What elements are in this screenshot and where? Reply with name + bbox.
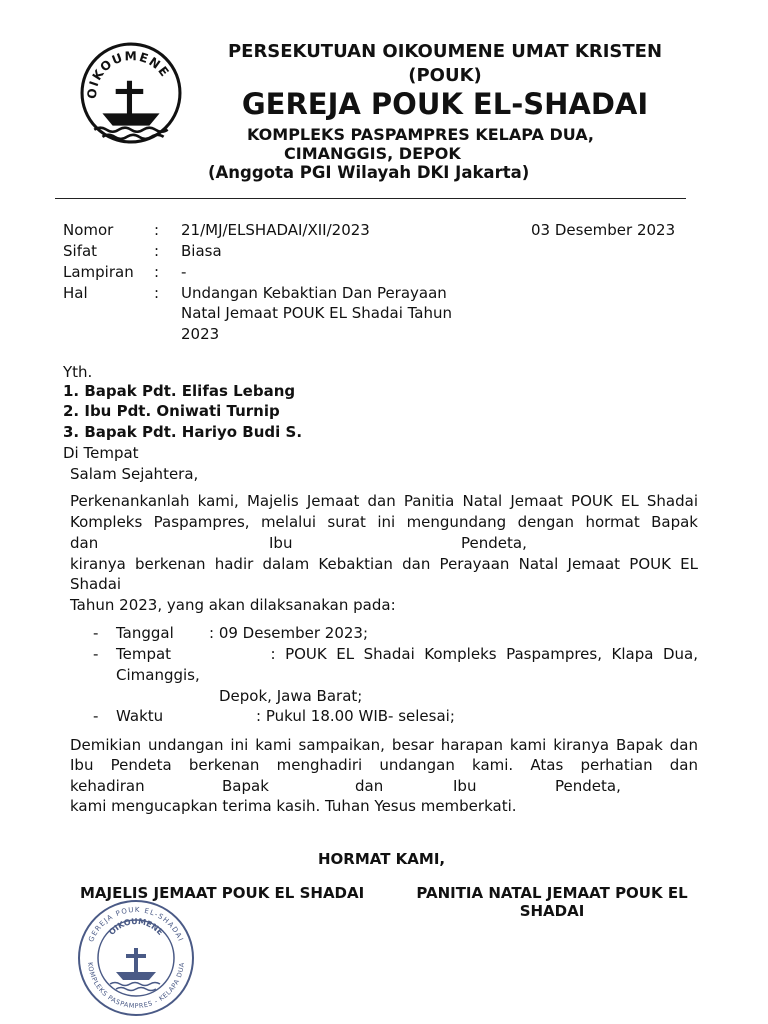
list-dash-tempat: - (93, 645, 99, 663)
paragraph2-line3-word4: Ibu (453, 777, 477, 795)
paragraph1-line5: Shadai (70, 575, 122, 593)
paragraph1-line1: Perkenankanlah kami, Majelis Jemaat dan Panitia Natal Jemaat POUK EL Shadai (70, 492, 698, 510)
paragraph1-line3-word3: Pendeta, (461, 534, 527, 552)
hal-line1: Undangan Kebaktian Dan Perayaan (181, 284, 447, 302)
membership-note: (Anggota PGI Wilayah DKI Jakarta) (208, 163, 530, 182)
paragraph1-line6: Tahun 2023, yang akan dilaksanakan pada: (70, 596, 396, 614)
svg-text:GEREJA POUK EL-SHADAI: GEREJA POUK EL-SHADAI (87, 905, 185, 944)
address-line2: CIMANGGIS, DEPOK (284, 144, 461, 163)
svg-text:KOMPLEKS PASPAMPRES - KELAPA D: KOMPLEKS PASPAMPRES - KELAPA DUA (86, 961, 186, 1011)
tempat-cont1: Cimanggis, (116, 666, 200, 684)
waktu-value: : Pukul 18.00 WIB- selesai; (256, 707, 455, 725)
left-signatory: MAJELIS JEMAAT POUK EL SHADAI (80, 884, 365, 902)
paragraph2-line3-word3: dan (355, 777, 384, 795)
org-name-line2: (POUK) (408, 65, 482, 86)
tempat-cont2: Depok, Jawa Barat; (219, 687, 363, 705)
paragraph1-line4: kiranya berkenan hadir dalam Kebaktian dan Perayaan Natal Jemaat POUK EL (70, 555, 698, 573)
nomor-label: Nomor (63, 221, 114, 239)
tempat-label: Tempat (116, 645, 172, 663)
nomor-colon: : (154, 221, 160, 239)
lampiran-value: - (181, 263, 187, 281)
paragraph2-line3-word5: Pendeta, (555, 777, 621, 795)
hal-colon: : (154, 284, 160, 302)
paragraph1-line2: Kompleks Paspampres, melalui surat ini mengundang dengan hormat Bapak (70, 513, 698, 531)
hal-line2: Natal Jemaat POUK EL Shadai Tahun (181, 304, 453, 322)
greeting: Salam Sejahtera, (70, 465, 199, 483)
lampiran-label: Lampiran (63, 263, 134, 281)
recipient-3: 3. Bapak Pdt. Hariyo Budi S. (63, 423, 303, 441)
recipient-place: Di Tempat (63, 444, 139, 462)
header-divider (55, 198, 686, 199)
paragraph2-line4: kami mengucapkan terima kasih. Tuhan Yesus memberkati. (70, 797, 517, 815)
waktu-label: Waktu (116, 707, 164, 725)
hal-label: Hal (63, 284, 88, 302)
paragraph2-line3-word1: kehadiran (70, 777, 145, 795)
lampiran-colon: : (154, 263, 160, 281)
right-signatory-line1: PANITIA NATAL JEMAAT POUK EL (416, 884, 688, 902)
paragraph1-line3-word2: Ibu (269, 534, 293, 552)
right-signatory-line2: SHADAI (519, 902, 585, 920)
letter-date: 03 Desember 2023 (531, 221, 676, 239)
paragraph2-line2: Ibu Pendeta berkenan menghadiri undangan kami. Atas perhatian dan (70, 756, 698, 774)
oikoumene-logo (80, 42, 182, 144)
yth-label: Yth. (63, 363, 93, 381)
address-line1: KOMPLEKS PASPAMPRES KELAPA DUA, (247, 125, 594, 144)
church-name: GEREJA POUK EL-SHADAI (241, 87, 649, 121)
paragraph1-line3-word1: dan (70, 534, 99, 552)
church-stamp (76, 898, 196, 1018)
svg-text:OIKOUMENE: OIKOUMENE (107, 916, 165, 937)
tanggal-value: : 09 Desember 2023; (209, 624, 369, 642)
recipient-1: 1. Bapak Pdt. Elifas Lebang (63, 382, 296, 400)
paragraph2-line3-word2: Bapak (222, 777, 269, 795)
sifat-label: Sifat (63, 242, 98, 260)
hormat-kami: HORMAT KAMI, (318, 850, 446, 868)
svg-text:OIKOUMENE: OIKOUMENE (84, 49, 173, 100)
org-name-line1: PERSEKUTUAN OIKOUMENE UMAT KRISTEN (227, 41, 663, 62)
nomor-value: 21/MJ/ELSHADAI/XII/2023 (181, 221, 370, 239)
sifat-colon: : (154, 242, 160, 260)
paragraph2-line1: Demikian undangan ini kami sampaikan, besar harapan kami kiranya Bapak dan (70, 736, 698, 754)
list-dash-waktu: - (93, 707, 99, 725)
tanggal-label: Tanggal (116, 624, 174, 642)
sifat-value: Biasa (181, 242, 222, 260)
hal-line3: 2023 (181, 325, 220, 343)
recipient-2: 2. Ibu Pdt. Oniwati Turnip (63, 402, 280, 420)
tempat-value: : POUK EL Shadai Kompleks Paspampres, Klapa Dua, (270, 645, 698, 663)
list-dash-tanggal: - (93, 624, 99, 642)
